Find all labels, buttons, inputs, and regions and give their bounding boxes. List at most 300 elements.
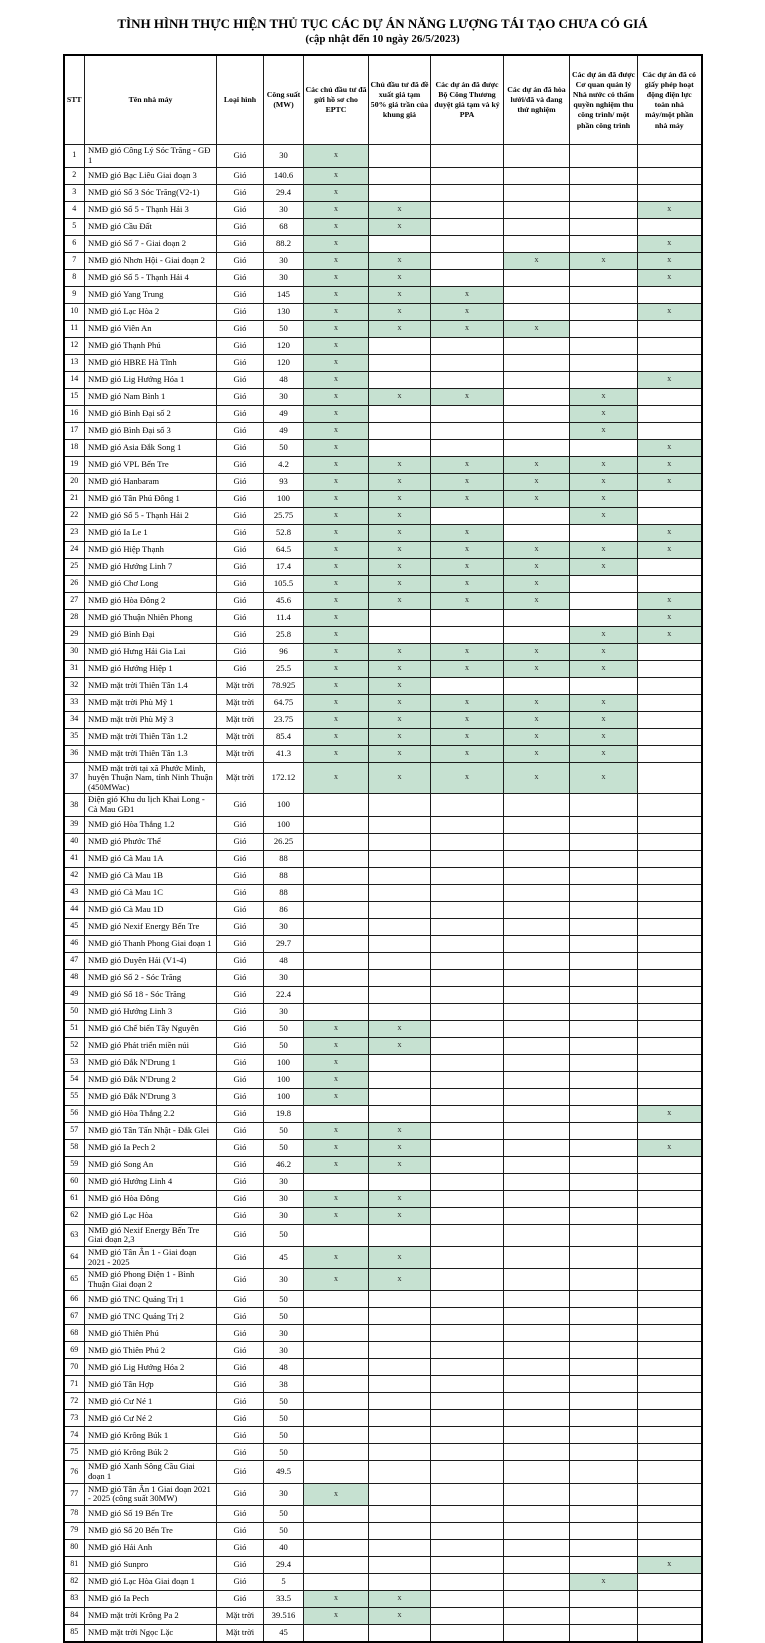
plant-type-cell: Gió [217,1522,264,1539]
status-empty-cell [431,439,504,456]
capacity-cell: 50 [264,1427,304,1444]
table-row [64,1291,702,1308]
status-empty-cell [504,816,570,833]
plant-name-cell: NMĐ gió Số 5 - Thạnh Hải 4 [85,269,217,286]
table-row [64,1105,702,1122]
status-empty-cell [570,1173,638,1190]
row-index-cell: 65 [64,1269,85,1291]
capacity-cell: 30 [264,145,304,167]
status-empty-cell [431,1342,504,1359]
status-mark-cell: x [504,456,570,473]
status-empty-cell [304,969,369,986]
status-empty-cell [570,218,638,235]
status-empty-cell [504,918,570,935]
status-empty-cell [431,952,504,969]
status-empty-cell [369,1308,431,1325]
status-empty-cell [504,1003,570,1020]
status-mark-cell: x [304,473,369,490]
status-mark-cell: x [369,694,431,711]
status-empty-cell [369,833,431,850]
status-empty-cell [369,901,431,918]
plant-name-cell: NMĐ gió Duyên Hải (V1-4) [85,952,217,969]
plant-name-cell: NMĐ gió Thanh Phong Giai đoạn 1 [85,935,217,952]
status-mark-cell: x [369,762,431,794]
plant-type-cell: Gió [217,524,264,541]
status-mark-cell: x [304,694,369,711]
table-row [64,145,702,167]
table-row [64,643,702,660]
status-mark-cell: x [570,762,638,794]
plant-name-cell: NMĐ gió Ia Pech 2 [85,1139,217,1156]
column-header-eptc-dossier: Các chủ đầu tư đã gửi hồ sơ cho EPTC [304,55,369,145]
plant-name-cell: NMĐ gió Hiệp Thạnh [85,541,217,558]
status-empty-cell [570,1088,638,1105]
status-empty-cell [304,1342,369,1359]
status-mark-cell: x [304,762,369,794]
column-header-capacity: Công suất (MW) [264,55,304,145]
status-empty-cell [570,901,638,918]
row-index-cell: 78 [64,1505,85,1522]
header-row [64,55,702,145]
status-mark-cell: x [431,711,504,728]
plant-name-cell: NMĐ gió VPL Bến Tre [85,456,217,473]
plant-type-cell: Mặt trời [217,711,264,728]
row-index-cell: 37 [64,762,85,794]
plant-name-cell: NMĐ gió Hòa Đông [85,1190,217,1207]
row-index-cell: 5 [64,218,85,235]
status-mark-cell: x [431,490,504,507]
status-empty-cell [504,422,570,439]
plant-name-cell: NMĐ gió Hưng Hải Gia Lai [85,643,217,660]
status-mark-cell: x [431,745,504,762]
status-mark-cell: x [304,1156,369,1173]
table-row [64,1246,702,1268]
capacity-cell: 48 [264,952,304,969]
status-empty-cell [504,1020,570,1037]
status-empty-cell [638,1122,702,1139]
row-index-cell: 6 [64,235,85,252]
plant-type-cell: Mặt trời [217,745,264,762]
status-mark-cell: x [369,456,431,473]
status-empty-cell [304,986,369,1003]
status-mark-cell: x [638,524,702,541]
table-row [64,439,702,456]
status-mark-cell: x [304,422,369,439]
row-index-cell: 50 [64,1003,85,1020]
status-mark-cell: x [504,694,570,711]
status-empty-cell [431,884,504,901]
status-empty-cell [431,1291,504,1308]
table-row [64,1173,702,1190]
status-empty-cell [369,1325,431,1342]
status-empty-cell [369,1173,431,1190]
status-empty-cell [638,558,702,575]
plant-name-cell: NMĐ mặt trời Krông Pa 2 [85,1607,217,1624]
capacity-cell: 30 [264,1342,304,1359]
status-empty-cell [638,1342,702,1359]
status-empty-cell [638,1483,702,1505]
status-mark-cell: x [369,473,431,490]
status-empty-cell [369,235,431,252]
status-mark-cell: x [369,745,431,762]
row-index-cell: 10 [64,303,85,320]
status-mark-cell: x [638,201,702,218]
table-row [64,473,702,490]
status-mark-cell: x [304,490,369,507]
plant-type-cell: Gió [217,490,264,507]
status-empty-cell [304,1505,369,1522]
plant-name-cell: NMĐ gió Krông Búk 2 [85,1444,217,1461]
status-empty-cell [570,1556,638,1573]
row-index-cell: 34 [64,711,85,728]
row-index-cell: 54 [64,1071,85,1088]
status-mark-cell: x [304,1054,369,1071]
status-empty-cell [304,884,369,901]
capacity-cell: 50 [264,1444,304,1461]
status-empty-cell [570,269,638,286]
status-empty-cell [638,643,702,660]
status-empty-cell [638,1037,702,1054]
status-mark-cell: x [431,558,504,575]
capacity-cell: 4.2 [264,456,304,473]
status-empty-cell [369,1461,431,1483]
status-mark-cell: x [431,762,504,794]
status-empty-cell [304,952,369,969]
status-mark-cell: x [304,201,369,218]
status-empty-cell [570,1224,638,1246]
capacity-cell: 49.5 [264,1461,304,1483]
status-empty-cell [431,867,504,884]
status-empty-cell [369,1105,431,1122]
status-empty-cell [369,1359,431,1376]
plant-type-cell: Gió [217,1246,264,1268]
status-empty-cell [504,1054,570,1071]
status-empty-cell [570,677,638,694]
status-empty-cell [638,816,702,833]
row-index-cell: 84 [64,1607,85,1624]
status-empty-cell [369,794,431,816]
table-row [64,507,702,524]
plant-type-cell: Gió [217,1071,264,1088]
table-row [64,235,702,252]
table-row [64,388,702,405]
status-empty-cell [431,1308,504,1325]
capacity-cell: 50 [264,1122,304,1139]
status-mark-cell: x [638,1556,702,1573]
status-mark-cell: x [304,1246,369,1268]
status-mark-cell: x [304,439,369,456]
status-empty-cell [369,145,431,167]
table-row [64,422,702,439]
status-empty-cell [304,1359,369,1376]
row-index-cell: 77 [64,1483,85,1505]
status-empty-cell [304,816,369,833]
status-empty-cell [570,167,638,184]
status-empty-cell [570,201,638,218]
plant-type-cell: Gió [217,201,264,218]
status-empty-cell [369,1483,431,1505]
plant-name-cell: NMĐ mặt trời Thiên Tân 1.3 [85,745,217,762]
status-empty-cell [369,167,431,184]
capacity-cell: 5 [264,1573,304,1590]
row-index-cell: 40 [64,833,85,850]
plant-type-cell: Gió [217,609,264,626]
plant-type-cell: Gió [217,1037,264,1054]
status-empty-cell [369,816,431,833]
status-empty-cell [431,1207,504,1224]
status-mark-cell: x [570,1573,638,1590]
status-empty-cell [638,1003,702,1020]
table-row [64,1522,702,1539]
status-mark-cell: x [369,1020,431,1037]
capacity-cell: 50 [264,1037,304,1054]
capacity-cell: 46.2 [264,1156,304,1173]
status-empty-cell [504,1573,570,1590]
table-row [64,1505,702,1522]
table-row [64,677,702,694]
status-mark-cell: x [570,456,638,473]
row-index-cell: 13 [64,354,85,371]
status-mark-cell: x [304,1190,369,1207]
status-empty-cell [504,145,570,167]
plant-name-cell: NMĐ mặt trời Thiên Tân 1.2 [85,728,217,745]
table-row [64,218,702,235]
status-mark-cell: x [638,303,702,320]
status-mark-cell: x [304,1020,369,1037]
table-row [64,935,702,952]
row-index-cell: 56 [64,1105,85,1122]
status-empty-cell [304,901,369,918]
plant-type-cell: Gió [217,816,264,833]
capacity-cell: 88 [264,867,304,884]
table-row [64,762,702,794]
status-empty-cell [638,1444,702,1461]
capacity-cell: 120 [264,337,304,354]
plant-type-cell: Gió [217,1224,264,1246]
status-empty-cell [431,1190,504,1207]
status-mark-cell: x [638,371,702,388]
table-row [64,541,702,558]
status-empty-cell [570,1003,638,1020]
row-index-cell: 18 [64,439,85,456]
status-empty-cell [431,1410,504,1427]
status-mark-cell: x [304,660,369,677]
row-index-cell: 61 [64,1190,85,1207]
status-empty-cell [431,1624,504,1642]
status-mark-cell: x [504,575,570,592]
page-subtitle: (cập nhật đến 10 ngày 26/5/2023) [305,33,460,46]
plant-type-cell: Gió [217,884,264,901]
table-row [64,1054,702,1071]
row-index-cell: 62 [64,1207,85,1224]
status-empty-cell [369,1539,431,1556]
row-index-cell: 55 [64,1088,85,1105]
table-row [64,405,702,422]
status-empty-cell [431,677,504,694]
capacity-cell: 30 [264,1325,304,1342]
column-header-temp-price-proposed: Chủ đầu tư đã đề xuất giá tạm 50% giá trần của khung giá [369,55,431,145]
status-empty-cell [304,1291,369,1308]
row-index-cell: 25 [64,558,85,575]
table-row [64,1483,702,1505]
table-row [64,850,702,867]
status-empty-cell [369,1624,431,1642]
status-empty-cell [369,1427,431,1444]
plant-type-cell: Gió [217,1156,264,1173]
capacity-cell: 45 [264,1624,304,1642]
table-row [64,1539,702,1556]
status-empty-cell [638,490,702,507]
status-mark-cell: x [638,235,702,252]
status-empty-cell [504,1207,570,1224]
status-mark-cell: x [431,473,504,490]
plant-name-cell: NMĐ gió Bình Đại [85,626,217,643]
capacity-cell: 96 [264,643,304,660]
plant-type-cell: Gió [217,1020,264,1037]
row-index-cell: 27 [64,592,85,609]
status-empty-cell [431,1539,504,1556]
plant-type-cell: Mặt trời [217,762,264,794]
plant-name-cell: NMĐ gió Đắk N'Drung 2 [85,1071,217,1088]
capacity-cell: 45 [264,1246,304,1268]
status-empty-cell [638,145,702,167]
plant-name-cell: NMĐ gió Nhơn Hội - Giai đoạn 2 [85,252,217,269]
status-mark-cell: x [304,1269,369,1291]
status-empty-cell [570,1522,638,1539]
plant-name-cell: NMĐ gió Nexif Energy Bến Tre [85,918,217,935]
status-mark-cell: x [304,592,369,609]
row-index-cell: 69 [64,1342,85,1359]
plant-name-cell: NMĐ gió Phát triển miền núi [85,1037,217,1054]
status-empty-cell [504,1624,570,1642]
capacity-cell: 64.75 [264,694,304,711]
row-index-cell: 67 [64,1308,85,1325]
plant-type-cell: Gió [217,1291,264,1308]
plant-type-cell: Gió [217,1393,264,1410]
status-mark-cell: x [369,575,431,592]
capacity-cell: 29.7 [264,935,304,952]
status-empty-cell [570,1122,638,1139]
status-empty-cell [638,320,702,337]
status-empty-cell [504,1359,570,1376]
table-row [64,1020,702,1037]
plant-name-cell: NMĐ gió Số 19 Bến Tre [85,1505,217,1522]
capacity-cell: 45.6 [264,592,304,609]
status-mark-cell: x [369,388,431,405]
plant-type-cell: Mặt trời [217,728,264,745]
capacity-cell: 100 [264,1071,304,1088]
table-row [64,833,702,850]
status-empty-cell [570,575,638,592]
capacity-cell: 68 [264,218,304,235]
plant-type-cell: Gió [217,1269,264,1291]
status-mark-cell: x [638,269,702,286]
status-empty-cell [504,935,570,952]
status-empty-cell [504,1105,570,1122]
status-empty-cell [638,1156,702,1173]
status-empty-cell [504,1607,570,1624]
status-empty-cell [431,1325,504,1342]
plant-name-cell: NMĐ gió Số 2 - Sóc Trăng [85,969,217,986]
status-empty-cell [504,1156,570,1173]
table-row [64,575,702,592]
capacity-cell: 30 [264,269,304,286]
plant-name-cell: NMĐ gió Asia Đắk Song 1 [85,439,217,456]
status-mark-cell: x [570,490,638,507]
status-mark-cell: x [638,439,702,456]
status-empty-cell [638,286,702,303]
column-header-license: Các dự án đã có giấy phép hoạt động điện lực toàn nhà máy/một phần nhà máy [638,55,702,145]
status-mark-cell: x [369,269,431,286]
plant-name-cell: NMĐ gió Viên An [85,320,217,337]
plant-name-cell: NMĐ gió Hòa Thắng 2.2 [85,1105,217,1122]
status-mark-cell: x [504,728,570,745]
plant-name-cell: NMĐ gió TNC Quảng Trị 1 [85,1291,217,1308]
plant-name-cell: NMĐ gió Thuận Nhiên Phong [85,609,217,626]
status-empty-cell [369,1088,431,1105]
row-index-cell: 19 [64,456,85,473]
status-empty-cell [638,867,702,884]
row-index-cell: 1 [64,145,85,167]
plant-type-cell: Mặt trời [217,1624,264,1642]
plant-type-cell: Gió [217,456,264,473]
status-empty-cell [431,1269,504,1291]
plant-type-cell: Gió [217,794,264,816]
status-mark-cell: x [304,354,369,371]
status-mark-cell: x [570,252,638,269]
plant-name-cell: NMĐ gió Số 18 - Sóc Trăng [85,986,217,1003]
status-empty-cell [431,201,504,218]
status-empty-cell [638,1376,702,1393]
status-mark-cell: x [570,711,638,728]
status-empty-cell [638,1573,702,1590]
capacity-cell: 50 [264,1393,304,1410]
row-index-cell: 60 [64,1173,85,1190]
row-index-cell: 53 [64,1054,85,1071]
row-index-cell: 3 [64,184,85,201]
status-empty-cell [504,337,570,354]
capacity-cell: 130 [264,303,304,320]
status-empty-cell [304,850,369,867]
status-mark-cell: x [304,507,369,524]
status-empty-cell [369,1444,431,1461]
status-empty-cell [504,1556,570,1573]
status-mark-cell: x [304,1071,369,1088]
plant-type-cell: Gió [217,1325,264,1342]
status-empty-cell [431,1105,504,1122]
status-mark-cell: x [304,371,369,388]
status-empty-cell [431,1173,504,1190]
table-row [64,1269,702,1291]
capacity-cell: 50 [264,1224,304,1246]
plant-name-cell: NMĐ gió Tân Tấn Nhật - Đắk Glei [85,1122,217,1139]
status-empty-cell [638,884,702,901]
row-index-cell: 9 [64,286,85,303]
status-mark-cell: x [431,592,504,609]
status-empty-cell [304,1105,369,1122]
status-mark-cell: x [304,541,369,558]
capacity-cell: 100 [264,794,304,816]
row-index-cell: 48 [64,969,85,986]
row-index-cell: 76 [64,1461,85,1483]
row-index-cell: 16 [64,405,85,422]
plant-type-cell: Gió [217,1308,264,1325]
status-empty-cell [570,1393,638,1410]
plant-name-cell: NMĐ gió Lạc Hòa 2 [85,303,217,320]
status-empty-cell [570,969,638,986]
status-empty-cell [369,1003,431,1020]
plant-name-cell: NMĐ gió Chế biến Tây Nguyên [85,1020,217,1037]
